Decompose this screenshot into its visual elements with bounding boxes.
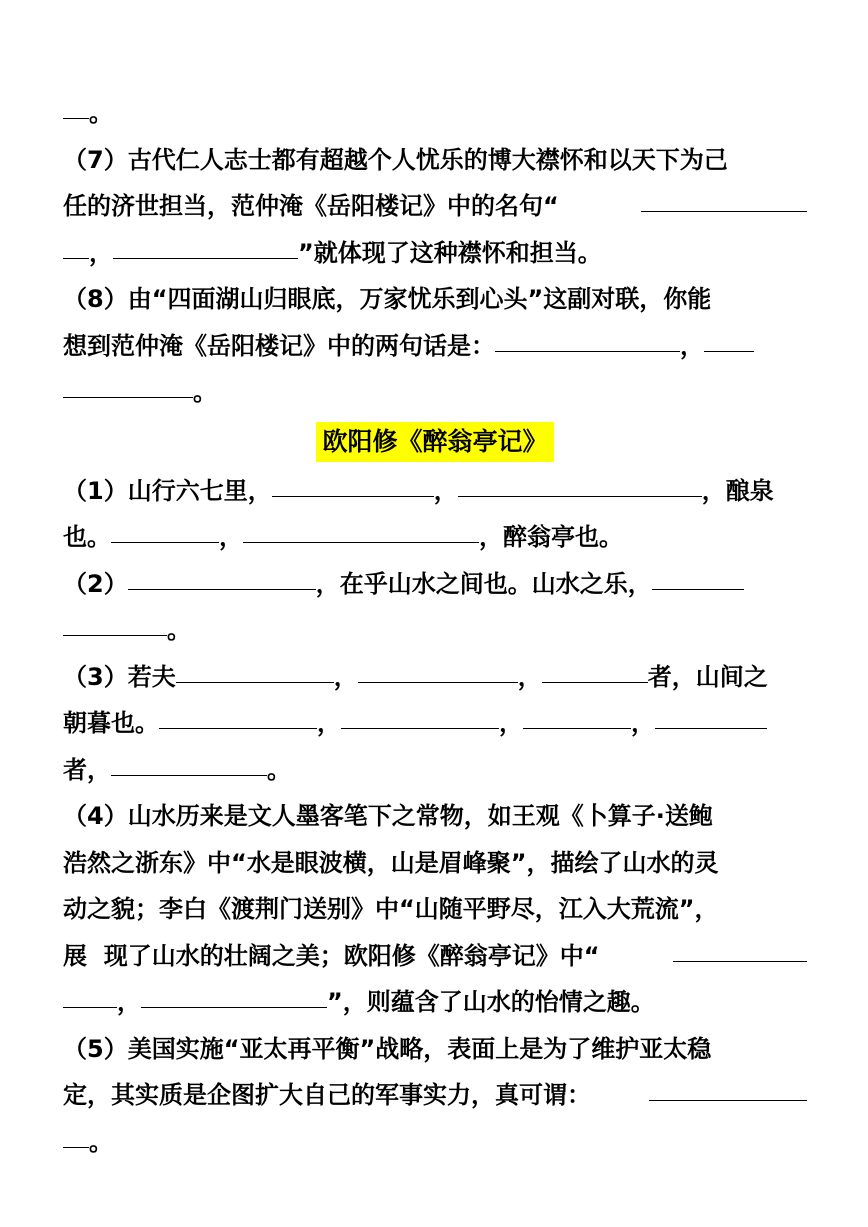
item-7-line-3 — [63, 230, 807, 277]
question-text: （5）美国实施“亚太再平衡”战略，表面上是为了维护亚太稳 — [63, 1034, 712, 1063]
ouyang-item-5-line-3 — [63, 1119, 807, 1166]
text: ”就体现了这种襟怀和担当。 — [298, 238, 602, 267]
ouyang-item-4-line-2 — [63, 840, 807, 887]
answer-blank[interactable] — [63, 396, 193, 398]
text: ， — [680, 331, 704, 360]
ouyang-item-4-line-3 — [63, 886, 807, 933]
answer-blank[interactable] — [673, 960, 807, 962]
ouyang-item-5-line-2 — [63, 1072, 807, 1119]
text: ”，则蕴含了山水的怡情之趣。 — [327, 988, 655, 1016]
question-text: （1）山行六七里， — [63, 476, 272, 505]
question-text: （7）古代仁人志士都有超越个人忧乐的博大襟怀和以天下为己 — [63, 145, 728, 174]
text: ， — [333, 662, 358, 691]
text: 。 — [267, 755, 291, 784]
ouyang-item-3-line-2 — [63, 700, 807, 747]
answer-blank[interactable] — [341, 727, 499, 729]
item-8-line-1 — [63, 276, 807, 323]
item-8-line-3 — [63, 369, 807, 416]
ouyang-item-2-line-2 — [63, 607, 807, 654]
text: ， — [631, 709, 655, 737]
section-heading: 欧阳修《醉翁亭记》 — [316, 422, 553, 462]
text: ， — [89, 238, 113, 267]
answer-blank[interactable] — [641, 210, 807, 212]
answer-blank[interactable] — [63, 1006, 117, 1008]
question-text: 任的济世担当，范仲淹《岳阳楼记》中的名句“ — [63, 192, 559, 220]
answer-blank[interactable] — [272, 495, 434, 497]
text: ，在乎山水之间也。山水之乐， — [315, 569, 652, 598]
answer-blank[interactable] — [111, 774, 267, 776]
answer-blank[interactable] — [542, 681, 648, 683]
text: 。 — [193, 378, 217, 406]
ouyang-item-4-line-5 — [63, 979, 807, 1026]
question-text: 动之貌；李白《渡荆门送别》中“山随平野尽，江入大荒流”， — [63, 895, 719, 923]
item-7-line-2 — [63, 183, 807, 230]
answer-blank[interactable] — [649, 1099, 807, 1101]
item-8-line-2 — [63, 323, 807, 370]
question-text: （2） — [63, 569, 128, 598]
answer-blank[interactable] — [111, 541, 219, 543]
item-6-end-line — [63, 90, 807, 137]
answer-blank[interactable] — [63, 1146, 89, 1148]
answer-blank[interactable] — [358, 681, 518, 683]
item-7-line-1 — [63, 137, 807, 184]
question-text: （3）若夫 — [63, 662, 176, 691]
ouyang-item-5-line-1 — [63, 1026, 807, 1073]
answer-blank[interactable] — [495, 350, 680, 352]
text: ， — [219, 523, 243, 551]
answer-blank[interactable] — [655, 727, 767, 729]
answer-blank[interactable] — [704, 350, 754, 352]
question-text: 朝暮也。 — [63, 709, 159, 737]
text: 。 — [167, 616, 191, 644]
answer-blank[interactable] — [458, 495, 702, 497]
answer-blank[interactable] — [243, 541, 479, 543]
answer-blank[interactable] — [63, 634, 167, 636]
text: 者， — [63, 755, 111, 784]
worksheet-page — [63, 90, 807, 1165]
question-text: 定，其实质是企图扩大自己的军事实力，真可谓： — [63, 1081, 591, 1109]
question-text: 也。 — [63, 523, 111, 551]
answer-blank[interactable] — [63, 257, 89, 259]
ouyang-item-3-line-3 — [63, 747, 807, 794]
ouyang-item-2-line-1 — [63, 561, 807, 608]
text: 。 — [89, 99, 113, 127]
text: ， — [499, 709, 523, 737]
answer-blank[interactable] — [113, 257, 298, 259]
answer-blank[interactable] — [159, 727, 317, 729]
text: ，酿泉 — [701, 476, 774, 505]
answer-blank[interactable] — [176, 681, 334, 683]
text: ， — [117, 988, 141, 1016]
question-text: 浩然之浙东》中“水是眼波横，山是眉峰聚”，描绘了山水的灵 — [63, 848, 719, 877]
text: 者，山间之 — [647, 662, 768, 691]
ouyang-item-3-line-1 — [63, 654, 807, 701]
text: 。 — [89, 1127, 113, 1156]
text: ，醉翁亭也。 — [479, 523, 623, 551]
question-text: （8）由“四面湖山归眼底，万家忧乐到心头”这副对联，你能 — [63, 285, 712, 313]
ouyang-item-4-line-4 — [63, 933, 807, 980]
text: ， — [517, 662, 542, 691]
ouyang-item-4-line-1 — [63, 793, 807, 840]
ouyang-item-1-line-1 — [63, 468, 807, 515]
answer-blank[interactable] — [63, 117, 89, 119]
text: ， — [433, 476, 458, 505]
text: ， — [317, 709, 341, 737]
section-heading-wrap — [63, 416, 807, 468]
question-text: 展 现了山水的壮阔之美；欧阳修《醉翁亭记》中“ — [63, 941, 600, 970]
answer-blank[interactable] — [523, 727, 631, 729]
question-text: （4）山水历来是文人墨客笔下之常物，如王观《卜算子·送鲍 — [63, 802, 713, 830]
answer-blank[interactable] — [652, 588, 744, 590]
answer-blank[interactable] — [128, 588, 316, 590]
ouyang-item-1-line-2 — [63, 514, 807, 561]
answer-blank[interactable] — [141, 1006, 327, 1008]
question-text: 想到范仲淹《岳阳楼记》中的两句话是： — [63, 331, 495, 360]
